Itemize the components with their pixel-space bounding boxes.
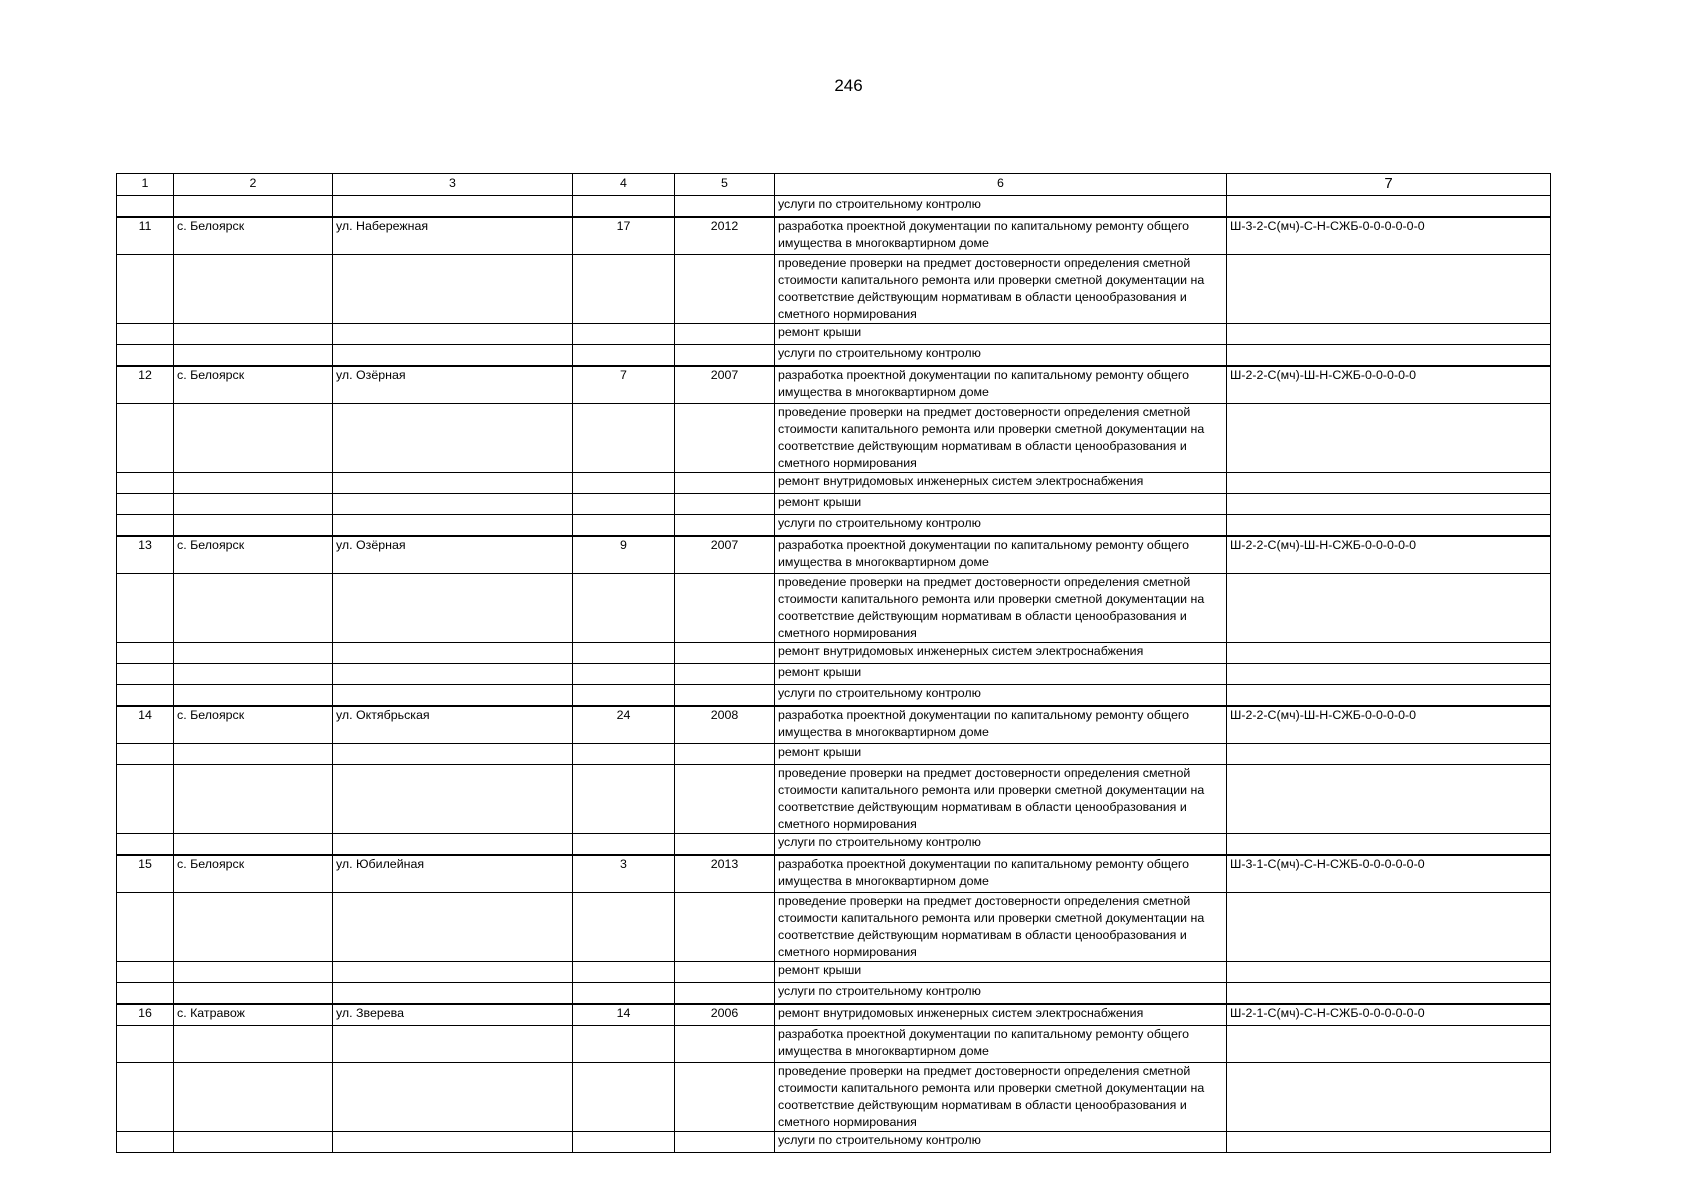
cell-code xyxy=(1227,834,1551,856)
cell-work-type: ремонт внутридомовых инженерных систем электроснабжения xyxy=(775,1004,1227,1026)
cell-house xyxy=(573,574,675,643)
column-header-2: 2 xyxy=(174,174,333,196)
table-row xyxy=(117,855,1551,893)
cell-number xyxy=(117,664,174,685)
cell-number xyxy=(117,574,174,643)
cell-code xyxy=(1227,515,1551,537)
cell-house: 9 xyxy=(573,536,675,574)
cell-street xyxy=(333,685,573,707)
cell-number: 13 xyxy=(117,536,174,574)
cell-code xyxy=(1227,1026,1551,1063)
table-row xyxy=(117,1004,1551,1026)
cell-house xyxy=(573,893,675,962)
cell-street xyxy=(333,962,573,983)
cell-street xyxy=(333,834,573,856)
cell-house: 3 xyxy=(573,855,675,893)
cell-locality xyxy=(174,664,333,685)
cell-street xyxy=(333,515,573,537)
cell-year: 2006 xyxy=(675,1004,775,1026)
cell-house xyxy=(573,983,675,1005)
cell-code: Ш-2-2-С(мч)-Ш-Н-СЖБ-0-0-0-0-0 xyxy=(1227,706,1551,744)
cell-number xyxy=(117,473,174,494)
cell-code xyxy=(1227,196,1551,218)
column-header-3: 3 xyxy=(333,174,573,196)
cell-house: 24 xyxy=(573,706,675,744)
cell-work-type: проведение проверки на предмет достоверности определения сметной стоимости капитального ремонта или проверки сметной документации на соответствие действующим нормативам в области ценообразования и сметного нормирования xyxy=(775,765,1227,834)
cell-locality xyxy=(174,515,333,537)
table-row xyxy=(117,664,1551,685)
cell-code: Ш-3-2-С(мч)-С-Н-СЖБ-0-0-0-0-0-0 xyxy=(1227,217,1551,255)
cell-street xyxy=(333,765,573,834)
table-row xyxy=(117,983,1551,1005)
cell-number xyxy=(117,345,174,367)
cell-year: 2008 xyxy=(675,706,775,744)
cell-street xyxy=(333,574,573,643)
cell-code xyxy=(1227,893,1551,962)
table-row xyxy=(117,217,1551,255)
cell-work-type: ремонт крыши xyxy=(775,494,1227,515)
cell-year xyxy=(675,473,775,494)
cell-work-type: проведение проверки на предмет достоверности определения сметной стоимости капитального ремонта или проверки сметной документации на соответствие действующим нормативам в области ценообразования и сметного нормирования xyxy=(775,1063,1227,1132)
cell-locality xyxy=(174,1132,333,1153)
cell-house: 17 xyxy=(573,217,675,255)
cell-street xyxy=(333,664,573,685)
cell-locality xyxy=(174,473,333,494)
cell-number xyxy=(117,494,174,515)
cell-number xyxy=(117,834,174,856)
cell-locality xyxy=(174,983,333,1005)
works-table xyxy=(116,173,1551,1153)
cell-year: 2007 xyxy=(675,366,775,404)
cell-number xyxy=(117,962,174,983)
cell-code xyxy=(1227,404,1551,473)
cell-work-type: ремонт крыши xyxy=(775,664,1227,685)
cell-year xyxy=(675,494,775,515)
cell-year xyxy=(675,983,775,1005)
cell-number: 15 xyxy=(117,855,174,893)
cell-year xyxy=(675,962,775,983)
cell-number: 14 xyxy=(117,706,174,744)
cell-street: ул. Озёрная xyxy=(333,366,573,404)
cell-number: 12 xyxy=(117,366,174,404)
column-header-5: 5 xyxy=(675,174,775,196)
cell-year xyxy=(675,255,775,324)
column-header-6: 6 xyxy=(775,174,1227,196)
cell-year xyxy=(675,1063,775,1132)
cell-street: ул. Набережная xyxy=(333,217,573,255)
cell-house: 7 xyxy=(573,366,675,404)
table-row xyxy=(117,515,1551,537)
table-row xyxy=(117,324,1551,345)
cell-house xyxy=(573,255,675,324)
cell-locality xyxy=(174,685,333,707)
cell-locality xyxy=(174,1026,333,1063)
table-row xyxy=(117,1132,1551,1153)
cell-locality: с. Белоярск xyxy=(174,366,333,404)
cell-year: 2012 xyxy=(675,217,775,255)
cell-work-type: проведение проверки на предмет достоверности определения сметной стоимости капитального ремонта или проверки сметной документации на соответствие действующим нормативам в области ценообразования и сметного нормирования xyxy=(775,255,1227,324)
cell-year xyxy=(675,893,775,962)
cell-year xyxy=(675,1026,775,1063)
table-row xyxy=(117,765,1551,834)
cell-code xyxy=(1227,983,1551,1005)
cell-street: ул. Октябрьская xyxy=(333,706,573,744)
cell-code xyxy=(1227,1063,1551,1132)
cell-house xyxy=(573,404,675,473)
cell-number xyxy=(117,1132,174,1153)
cell-work-type: услуги по строительному контролю xyxy=(775,345,1227,367)
cell-locality: с. Белоярск xyxy=(174,706,333,744)
cell-house xyxy=(573,744,675,765)
cell-work-type: услуги по строительному контролю xyxy=(775,983,1227,1005)
cell-year xyxy=(675,345,775,367)
cell-house xyxy=(573,494,675,515)
cell-street xyxy=(333,345,573,367)
cell-house xyxy=(573,685,675,707)
cell-work-type: ремонт крыши xyxy=(775,324,1227,345)
cell-code: Ш-2-2-С(мч)-Ш-Н-СЖБ-0-0-0-0-0 xyxy=(1227,366,1551,404)
cell-work-type: проведение проверки на предмет достоверности определения сметной стоимости капитального ремонта или проверки сметной документации на соответствие действующим нормативам в области ценообразования и сметного нормирования xyxy=(775,893,1227,962)
cell-number xyxy=(117,255,174,324)
table-body xyxy=(117,174,1551,1153)
cell-locality xyxy=(174,255,333,324)
cell-year xyxy=(675,744,775,765)
cell-work-type: услуги по строительному контролю xyxy=(775,196,1227,218)
cell-house xyxy=(573,834,675,856)
cell-street xyxy=(333,196,573,218)
cell-code xyxy=(1227,473,1551,494)
table-row xyxy=(117,1026,1551,1063)
cell-locality xyxy=(174,345,333,367)
cell-house xyxy=(573,765,675,834)
table-row xyxy=(117,643,1551,664)
cell-house xyxy=(573,1026,675,1063)
column-header-1: 1 xyxy=(117,174,174,196)
cell-work-type: проведение проверки на предмет достоверности определения сметной стоимости капитального ремонта или проверки сметной документации на соответствие действующим нормативам в области ценообразования и сметного нормирования xyxy=(775,404,1227,473)
cell-number xyxy=(117,893,174,962)
cell-code xyxy=(1227,324,1551,345)
cell-house xyxy=(573,345,675,367)
cell-work-type: ремонт внутридомовых инженерных систем электроснабжения xyxy=(775,643,1227,664)
cell-locality: с. Белоярск xyxy=(174,536,333,574)
table-row xyxy=(117,196,1551,218)
cell-street: ул. Зверева xyxy=(333,1004,573,1026)
cell-street xyxy=(333,1132,573,1153)
cell-locality xyxy=(174,893,333,962)
table-row xyxy=(117,494,1551,515)
cell-locality xyxy=(174,1063,333,1132)
cell-work-type: разработка проектной документации по капитальному ремонту общего имущества в многоквартирном доме xyxy=(775,706,1227,744)
cell-house xyxy=(573,962,675,983)
cell-code: Ш-2-2-С(мч)-Ш-Н-СЖБ-0-0-0-0-0 xyxy=(1227,536,1551,574)
cell-work-type: разработка проектной документации по капитальному ремонту общего имущества в многоквартирном доме xyxy=(775,217,1227,255)
cell-number xyxy=(117,643,174,664)
cell-code xyxy=(1227,345,1551,367)
cell-work-type: разработка проектной документации по капитальному ремонту общего имущества в многоквартирном доме xyxy=(775,1026,1227,1063)
cell-street: ул. Юбилейная xyxy=(333,855,573,893)
cell-code: Ш-3-1-С(мч)-С-Н-СЖБ-0-0-0-0-0-0 xyxy=(1227,855,1551,893)
cell-house xyxy=(573,1132,675,1153)
table-row xyxy=(117,255,1551,324)
cell-code xyxy=(1227,962,1551,983)
cell-house: 14 xyxy=(573,1004,675,1026)
table-row xyxy=(117,893,1551,962)
cell-code xyxy=(1227,744,1551,765)
cell-house xyxy=(573,473,675,494)
cell-year xyxy=(675,664,775,685)
cell-work-type: ремонт крыши xyxy=(775,744,1227,765)
table-row xyxy=(117,574,1551,643)
table-row xyxy=(117,744,1551,765)
cell-street xyxy=(333,324,573,345)
table-row xyxy=(117,1063,1551,1132)
cell-street xyxy=(333,255,573,324)
table-row xyxy=(117,345,1551,367)
cell-work-type: ремонт внутридомовых инженерных систем электроснабжения xyxy=(775,473,1227,494)
table-header-row xyxy=(117,174,1551,196)
cell-locality xyxy=(174,404,333,473)
table-row xyxy=(117,473,1551,494)
cell-code xyxy=(1227,255,1551,324)
cell-locality xyxy=(174,196,333,218)
cell-number xyxy=(117,765,174,834)
cell-code xyxy=(1227,643,1551,664)
cell-street xyxy=(333,404,573,473)
cell-work-type: услуги по строительному контролю xyxy=(775,685,1227,707)
cell-number xyxy=(117,1063,174,1132)
cell-work-type: услуги по строительному контролю xyxy=(775,1132,1227,1153)
cell-street xyxy=(333,1063,573,1132)
table-row xyxy=(117,536,1551,574)
cell-locality: с. Катравож xyxy=(174,1004,333,1026)
cell-number xyxy=(117,685,174,707)
cell-street xyxy=(333,1026,573,1063)
cell-locality: с. Белоярск xyxy=(174,855,333,893)
cell-house xyxy=(573,664,675,685)
cell-work-type: разработка проектной документации по капитальному ремонту общего имущества в многоквартирном доме xyxy=(775,855,1227,893)
cell-locality xyxy=(174,834,333,856)
cell-code xyxy=(1227,664,1551,685)
cell-year xyxy=(675,685,775,707)
cell-work-type: разработка проектной документации по капитальному ремонту общего имущества в многоквартирном доме xyxy=(775,536,1227,574)
cell-work-type: услуги по строительному контролю xyxy=(775,834,1227,856)
cell-code xyxy=(1227,1132,1551,1153)
table-row xyxy=(117,962,1551,983)
cell-year: 2013 xyxy=(675,855,775,893)
cell-number xyxy=(117,1026,174,1063)
cell-street xyxy=(333,643,573,664)
cell-code xyxy=(1227,765,1551,834)
page-number: 246 xyxy=(834,76,863,95)
cell-work-type: разработка проектной документации по капитальному ремонту общего имущества в многоквартирном доме xyxy=(775,366,1227,404)
cell-number xyxy=(117,404,174,473)
cell-number xyxy=(117,324,174,345)
cell-year xyxy=(675,324,775,345)
table-row xyxy=(117,685,1551,707)
cell-year xyxy=(675,404,775,473)
cell-locality xyxy=(174,962,333,983)
cell-code: Ш-2-1-С(мч)-С-Н-СЖБ-0-0-0-0-0-0 xyxy=(1227,1004,1551,1026)
cell-street xyxy=(333,983,573,1005)
cell-code xyxy=(1227,574,1551,643)
table-row xyxy=(117,404,1551,473)
cell-year xyxy=(675,574,775,643)
cell-year xyxy=(675,834,775,856)
cell-year xyxy=(675,643,775,664)
cell-code xyxy=(1227,685,1551,707)
cell-house xyxy=(573,643,675,664)
cell-house xyxy=(573,196,675,218)
cell-street xyxy=(333,473,573,494)
cell-locality: с. Белоярск xyxy=(174,217,333,255)
cell-number xyxy=(117,983,174,1005)
table-row xyxy=(117,834,1551,856)
cell-work-type: ремонт крыши xyxy=(775,962,1227,983)
cell-house xyxy=(573,515,675,537)
cell-locality xyxy=(174,574,333,643)
cell-street xyxy=(333,494,573,515)
cell-number xyxy=(117,515,174,537)
column-header-7: 7 xyxy=(1227,174,1551,196)
cell-year xyxy=(675,515,775,537)
cell-number: 11 xyxy=(117,217,174,255)
cell-house xyxy=(573,324,675,345)
cell-number xyxy=(117,744,174,765)
cell-number xyxy=(117,196,174,218)
cell-locality xyxy=(174,643,333,664)
cell-code xyxy=(1227,494,1551,515)
cell-locality xyxy=(174,324,333,345)
cell-year xyxy=(675,765,775,834)
cell-work-type: проведение проверки на предмет достоверности определения сметной стоимости капитального ремонта или проверки сметной документации на соответствие действующим нормативам в области ценообразования и сметного нормирования xyxy=(775,574,1227,643)
cell-street xyxy=(333,744,573,765)
table-row xyxy=(117,366,1551,404)
cell-work-type: услуги по строительному контролю xyxy=(775,515,1227,537)
cell-street xyxy=(333,893,573,962)
cell-street: ул. Озёрная xyxy=(333,536,573,574)
cell-locality xyxy=(174,765,333,834)
cell-locality xyxy=(174,494,333,515)
cell-year xyxy=(675,196,775,218)
cell-house xyxy=(573,1063,675,1132)
cell-locality xyxy=(174,744,333,765)
cell-year: 2007 xyxy=(675,536,775,574)
column-header-4: 4 xyxy=(573,174,675,196)
cell-number: 16 xyxy=(117,1004,174,1026)
table-row xyxy=(117,706,1551,744)
cell-year xyxy=(675,1132,775,1153)
